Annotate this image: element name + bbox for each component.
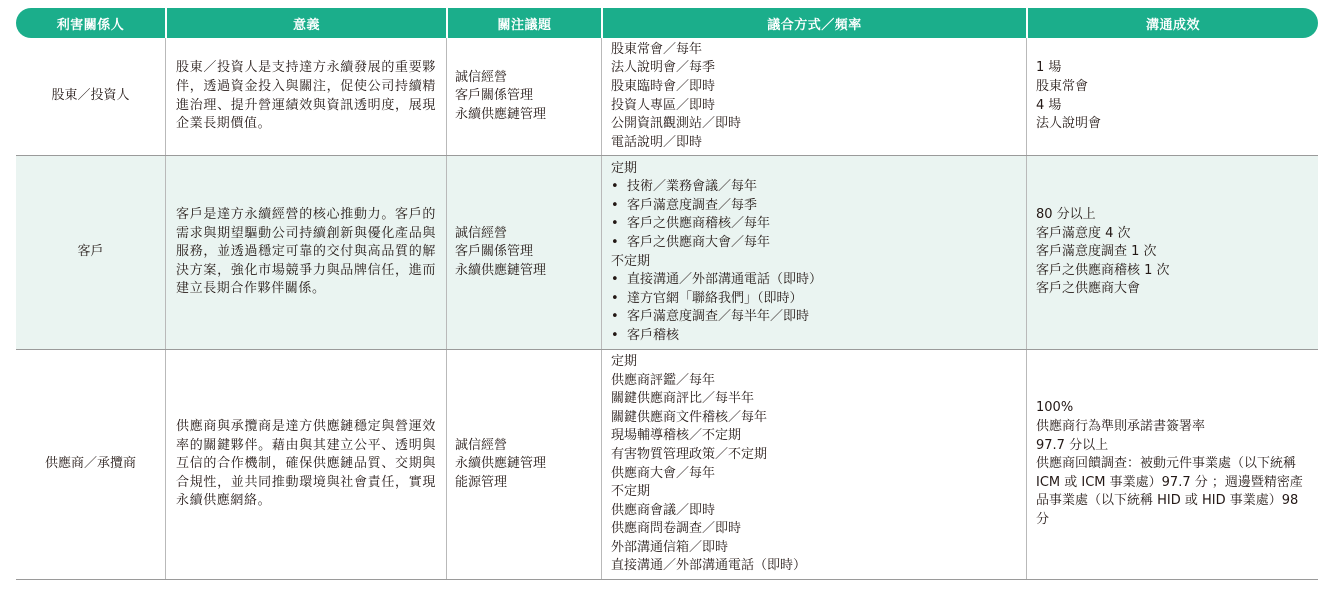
method-bullet-item bbox=[611, 271, 822, 290]
method-item: 供應商評鑑／每年 bbox=[611, 372, 716, 388]
result-item: 1 場 bbox=[1036, 60, 1062, 76]
method-text: 客戶滿意度調查／每半年／即時 bbox=[627, 309, 810, 325]
method-text: 客戶之供應商大會／每年 bbox=[627, 234, 771, 250]
method-item: 供應商問卷調查／即時 bbox=[611, 521, 742, 537]
bullet-icon: • bbox=[611, 197, 619, 213]
method-item: 現場輔導稽核／不定期 bbox=[611, 428, 742, 444]
table-row-customers bbox=[16, 156, 1318, 350]
issues-cell bbox=[446, 38, 601, 155]
method-item: 直接溝通／外部溝通電話（即時） bbox=[611, 558, 807, 574]
method-bullet-item bbox=[611, 197, 822, 216]
meaning-cell bbox=[165, 156, 446, 349]
issue-item: 客戶關係管理 bbox=[455, 88, 534, 104]
method-item: 法人說明會／每季 bbox=[611, 60, 716, 76]
result-item: 客戶之供應商大會 bbox=[1036, 281, 1141, 297]
result-item: 4 場 bbox=[1036, 97, 1062, 113]
result-item: 客戶之供應商稽核 1 次 bbox=[1036, 262, 1170, 278]
meaning-cell bbox=[165, 350, 446, 579]
bullet-icon: • bbox=[611, 290, 619, 306]
results-cell bbox=[1026, 156, 1318, 349]
issue-item: 永續供應鏈管理 bbox=[455, 456, 547, 472]
issue-item: 誠信經營 bbox=[455, 69, 508, 85]
method-item: 股東臨時會／即時 bbox=[611, 78, 716, 94]
header-meaning: 意義 bbox=[165, 8, 446, 38]
table-header bbox=[16, 8, 1318, 38]
method-item: 公開資訊觀測站／即時 bbox=[611, 116, 742, 132]
method-item: 電話說明／即時 bbox=[611, 134, 703, 150]
method-item: 投資人專區／即時 bbox=[611, 97, 716, 113]
header-issues: 關注議題 bbox=[446, 8, 601, 38]
issues-cell bbox=[446, 156, 601, 349]
stakeholder-name: 供應商／承攬商 bbox=[44, 456, 136, 472]
method-group-label: 不定期 bbox=[611, 484, 651, 500]
method-text: 客戶滿意度調查／每季 bbox=[627, 197, 758, 213]
method-group-label: 定期 bbox=[611, 353, 638, 369]
method-item: 關鍵供應商文件稽核／每年 bbox=[611, 409, 768, 425]
issue-item: 永續供應鏈管理 bbox=[455, 262, 547, 278]
header-methods: 議合方式／頻率 bbox=[601, 8, 1026, 38]
table-row-shareholders bbox=[16, 38, 1318, 156]
method-bullet-item bbox=[611, 215, 822, 234]
issues-cell bbox=[446, 350, 601, 579]
stakeholder-name: 客戶 bbox=[77, 244, 104, 260]
stakeholder-name: 股東／投資人 bbox=[51, 88, 130, 104]
method-item: 外部溝通信箱／即時 bbox=[611, 539, 729, 555]
method-text: 技術／業務會議／每年 bbox=[627, 179, 758, 195]
bullet-icon: • bbox=[611, 309, 619, 325]
bullet-icon: • bbox=[611, 179, 619, 195]
method-text: 客戶之供應商稽核／每年 bbox=[627, 216, 771, 232]
issue-item: 誠信經營 bbox=[455, 225, 508, 241]
bullet-icon: • bbox=[611, 216, 619, 232]
methods-cell bbox=[601, 156, 1026, 349]
result-item: 客戶滿意度調查 1 次 bbox=[1036, 244, 1157, 260]
method-text: 達方官網「聯絡我們」（即時） bbox=[627, 290, 803, 306]
result-item: 80 分以上 bbox=[1036, 207, 1096, 223]
result-item: 股東常會 bbox=[1036, 78, 1089, 94]
method-item: 關鍵供應商評比／每半年 bbox=[611, 391, 755, 407]
method-bullet-item bbox=[611, 234, 822, 253]
method-bullet-item bbox=[611, 178, 822, 197]
header-stakeholder: 利害關係人 bbox=[56, 17, 125, 33]
method-item: 股東常會／每年 bbox=[611, 41, 703, 57]
method-text: 直接溝通／外部溝通電話（即時） bbox=[627, 272, 823, 288]
meaning-cell bbox=[165, 38, 446, 155]
methods-cell bbox=[601, 350, 1026, 579]
result-item: 供應商回饋調查：被動元件事業處（以下統稱 ICM 或 ICM 事業處）97.7 分 ；週邊暨精密產品事業處（以下統稱 HID 或 HID 事業處）98 分 bbox=[1036, 456, 1303, 527]
results-cell bbox=[1026, 350, 1318, 579]
method-bullet-item bbox=[611, 327, 822, 346]
bullet-icon: • bbox=[611, 272, 619, 288]
results-cell bbox=[1026, 38, 1318, 155]
meaning-text: 供應商與承攬商是達方供應鏈穩定與營運效率的關鍵夥伴。藉由與其建立公平、透明與互信的合作機制，確保供應鏈品質、交期與合規性，並共同推動環境與社會責任，實現永續供應網絡。 bbox=[176, 419, 436, 509]
meaning-text: 客戶是達方永續經營的核心推動力。客戶的需求與期望驅動公司持續創新與優化產品與服務，並透過穩定可靠的交付與高品質的解決方案，強化市場競爭力與品牌信任，進而建立長期合作夥伴關係。 bbox=[176, 207, 436, 297]
method-item: 有害物質管理政策／不定期 bbox=[611, 446, 768, 462]
issue-item: 誠信經營 bbox=[455, 437, 508, 453]
issue-item: 永續供應鏈管理 bbox=[455, 106, 547, 122]
result-item: 法人說明會 bbox=[1036, 116, 1102, 132]
method-item: 供應商會議／即時 bbox=[611, 502, 716, 518]
issue-item: 能源管理 bbox=[455, 474, 508, 490]
result-item: 客戶滿意度 4 次 bbox=[1036, 225, 1131, 241]
bullet-icon: • bbox=[611, 327, 619, 343]
result-item: 供應商行為準則承諾書簽署率 bbox=[1036, 419, 1206, 435]
result-item: 100% bbox=[1036, 400, 1074, 416]
method-bullet-item bbox=[611, 308, 822, 327]
method-group-label: 不定期 bbox=[611, 253, 651, 269]
result-item: 97.7 分以上 bbox=[1036, 437, 1109, 453]
method-group-label: 定期 bbox=[611, 160, 638, 176]
table-row-suppliers bbox=[16, 350, 1318, 580]
methods-cell bbox=[601, 38, 1026, 155]
stakeholder-table bbox=[16, 8, 1318, 580]
header-results: 溝通成效 bbox=[1026, 8, 1318, 38]
method-bullet-item bbox=[611, 290, 822, 309]
bullet-icon: • bbox=[611, 234, 619, 250]
meaning-text: 股東／投資人是支持達方永續發展的重要夥伴，透過資金投入與關注，促使公司持續精進治理、提升營運績效與資訊透明度，展現企業長期價值。 bbox=[176, 60, 436, 132]
method-item: 供應商大會／每年 bbox=[611, 465, 716, 481]
issue-item: 客戶關係管理 bbox=[455, 244, 534, 260]
method-text: 客戶稽核 bbox=[627, 327, 680, 343]
